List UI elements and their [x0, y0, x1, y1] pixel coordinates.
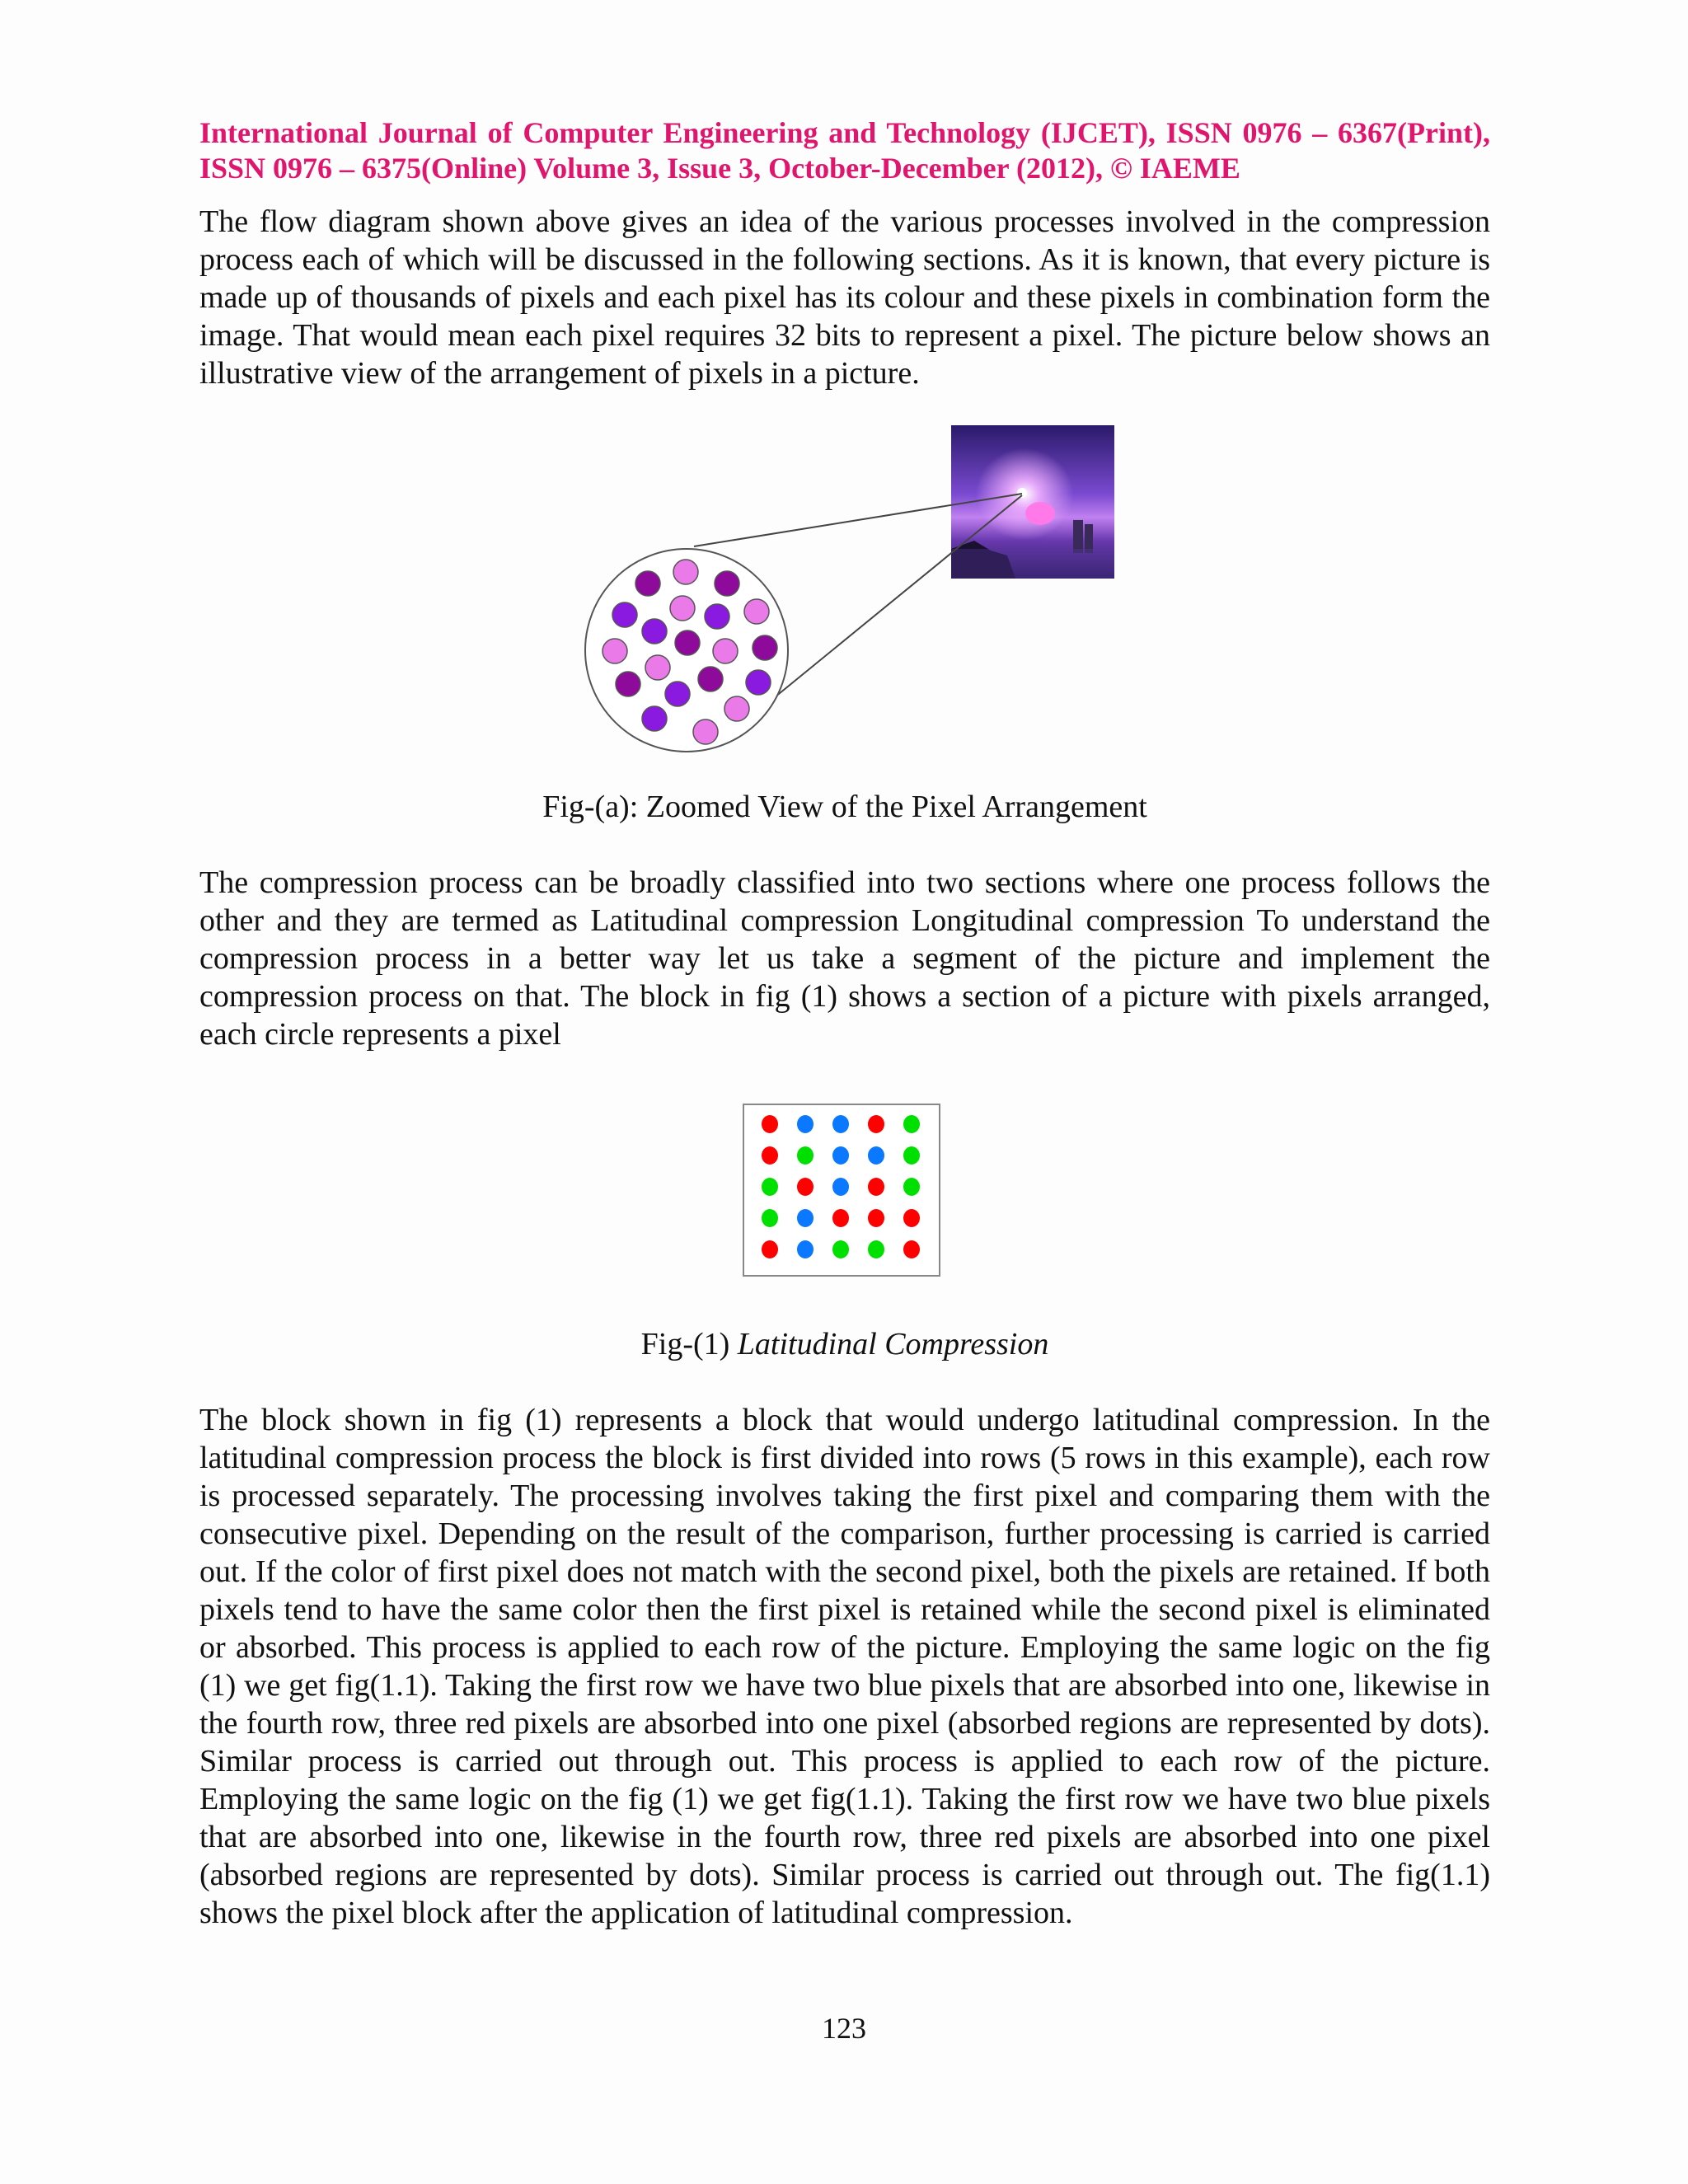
pixel-green: [762, 1209, 778, 1227]
pixel-green: [832, 1240, 849, 1258]
pixel-red: [868, 1209, 884, 1227]
figure-a-caption: Fig-(a): Zoomed View of the Pixel Arrangement: [542, 790, 1147, 824]
pixel-red: [762, 1240, 778, 1258]
pixel-blue: [832, 1146, 849, 1165]
pixel-green: [903, 1115, 920, 1133]
pixel-green: [762, 1178, 778, 1196]
pixel-red: [868, 1115, 884, 1133]
zoom-line-bottom: [775, 495, 1022, 697]
paragraph-classification: The compression process can be broadly classified into two sections where one process follows the other and they are termed as Latitudinal compression Longitudinal compression To understand the compression process in a better way let us take a segment of the picture and implement the compression process on that. The block in fig (1) shows a section of a picture with pixels arranged, each circle represents a pixel: [199, 865, 1490, 1052]
pixel-red: [832, 1209, 849, 1227]
zoom-diagram: [199, 425, 1490, 788]
paragraph-latitudinal: The block shown in fig (1) represents a block that would undergo latitudinal compression. In the latitudinal compression process the block is first divided into rows (5 rows in this example), each row is processed separately. The processing involves taking the first pixel and comparing them with the consecutive pixel. Depending on the result of the comparison, further processing is carried is carried out. If the color of first pixel does not match with the second pixel, both the pixels are retained. If both pixels tend to have the same color then the first pixel is retained while the second pixel is eliminated or absorbed. This process is applied to each row of the picture. Employing the same logic on the fig (1) we get fig(1.1). Taking the first row we have two blue pixels that are absorbed into one, likewise in the fourth row, three red pixels are absorbed into one pixel (absorbed regions are represented by dots). Similar process is carried out through out. This process is applied to each row of the picture. Employing the same logic on the fig (1) we get fig(1.1). Taking the first row we have two blue pixels that are absorbed into one, likewise in the fourth row, three red pixels are absorbed into one pixel (absorbed regions are represented by dots). Similar process is carried out through out. The fig(1.1) shows the pixel block after the application of latitudinal compression.: [199, 1403, 1490, 1930]
figure-1-caption-title: Latitudinal Compression: [737, 1327, 1049, 1361]
journal-header: International Journal of Computer Engineering and Technology (IJCET), ISSN 0976 – 6367(Print), ISSN 0976 – 6375(Online) Volume 3, Issue 3, October-December (2012), © IAEME: [199, 116, 1490, 185]
pixel-green: [797, 1146, 814, 1165]
figure-1-caption: [199, 1325, 1490, 1363]
pixel-red: [903, 1209, 920, 1227]
pixel-red: [903, 1240, 920, 1258]
pixel-green: [868, 1240, 884, 1258]
pixel-blue: [797, 1240, 814, 1258]
pixel-red: [797, 1178, 814, 1196]
figure-zoomed-pixels: [199, 425, 1490, 788]
pixel-blue: [832, 1115, 849, 1133]
figure-pixel-grid: [199, 1103, 1490, 1284]
pixel-red: [762, 1146, 778, 1165]
pixel-blue: [832, 1178, 849, 1196]
pixel-red: [762, 1115, 778, 1133]
pixel-blue: [868, 1146, 884, 1165]
pixel-grid-svg: [199, 1103, 1490, 1284]
pixel-blue: [797, 1209, 814, 1227]
paragraph-intro: The flow diagram shown above gives an idea of the various processes involved in the compression process each of which will be discussed in the following sections. As it is known, that every picture is made up of thousands of pixels and each pixel has its colour and these pixels in combination form the image. That would mean each pixel requires 32 bits to represent a pixel. The picture below shows an illustrative view of the arrangement of pixels in a picture.: [199, 204, 1490, 391]
pixel-blue: [797, 1115, 814, 1133]
pixel-green: [903, 1178, 920, 1196]
page: [199, 115, 1490, 1932]
figure-1-caption-prefix: Fig-(1): [640, 1327, 730, 1361]
page-number: 123: [822, 2012, 866, 2045]
pixel-red: [868, 1178, 884, 1196]
pixel-green: [903, 1146, 920, 1165]
